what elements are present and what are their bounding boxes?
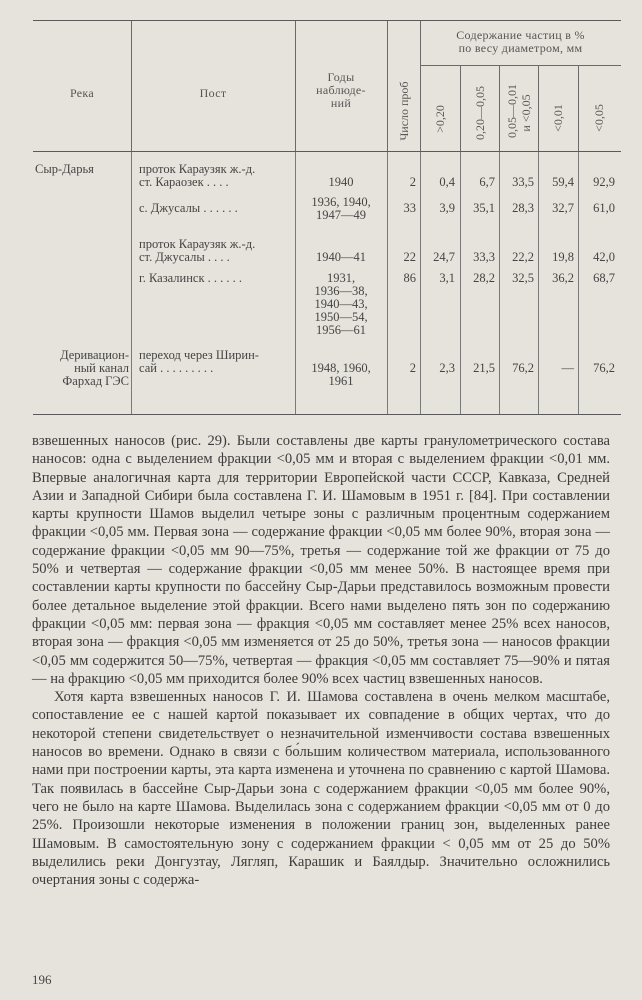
value-cell: 28,2 xyxy=(473,271,495,285)
table-header xyxy=(33,21,621,151)
river-cell: Сыр-Дарья xyxy=(35,162,94,176)
value-cell: 0,4 xyxy=(439,175,455,189)
post-cell: с. Джусалы . . . . . . xyxy=(139,201,238,215)
value-cell: 59,4 xyxy=(552,175,574,189)
header-fraction-lt001: <0,01 xyxy=(551,104,565,132)
header-samples: Число проб xyxy=(397,81,411,141)
value-cell: 22,2 xyxy=(512,250,534,264)
samples-cell: 22 xyxy=(403,250,416,264)
page-number: 196 xyxy=(32,972,52,987)
value-cell: 19,8 xyxy=(552,250,574,264)
header-fraction-005-001: 0,05—0,01 xyxy=(505,84,519,138)
years-cell: 1948, 1960, 1961 xyxy=(311,361,371,388)
body-text xyxy=(32,432,610,889)
header-years: Годы наблюде- ний xyxy=(316,70,366,110)
post-cell: переход через Ширин- сай . . . . . . . . . xyxy=(139,348,259,375)
value-cell: 76,2 xyxy=(512,361,534,375)
value-cell: 76,2 xyxy=(593,361,615,375)
years-cell: 1940—41 xyxy=(316,250,366,264)
value-cell: 33,3 xyxy=(473,250,495,264)
header-fraction-020-005: 0,20—0,05 xyxy=(473,86,487,140)
value-cell: 3,9 xyxy=(439,201,455,215)
table-body xyxy=(33,152,621,414)
years-cell: 1931, 1936—38, 1940—43, 1950—54, 1956—61 xyxy=(314,271,368,337)
paragraph: Хотя карта взвешенных наносов Г. И. Шамова составлена в очень мелком масштабе, сопоставление ее с нашей картой показывает их совпадение в общих чертах, что до некоторой степени свидетельствует о незначительной изменчивости состава взвешенных наносов во времени. Однако в связи с бо́льшим количеством материала, использованного нами при построении карты, эта карта изменена и уточнена по сравнению с картой Шамова. Так появилась в бассейне Сыр-Дарьи зона с содержанием фракции <0,05 мм более 90%, чего не было на карте Шамова. Выделилась зона с содержанием фракции <0,05 мм от 0 до 25%. Произошли некоторые изменения в положении границ зон, выделенных ранее Шамовым. В самостоятельную зону с содержанием фракции < 0,05 мм от 25 до 50% выделились реки Донгузтау, Лягляп, Карашик и Баялдыр. Значительно осложнились очертания зоны с содержа- xyxy=(32,689,610,889)
value-cell: 28,3 xyxy=(512,201,534,215)
samples-cell: 2 xyxy=(409,175,416,189)
years-cell: 1936, 1940, 1947—49 xyxy=(311,195,371,222)
samples-cell: 86 xyxy=(403,271,416,285)
header-river: Река xyxy=(69,86,95,100)
samples-cell: 33 xyxy=(403,201,416,215)
value-cell: 6,7 xyxy=(479,175,495,189)
header-fraction-gt020: >0,20 xyxy=(433,105,447,133)
value-cell: 2,3 xyxy=(439,361,455,375)
value-cell: 3,1 xyxy=(439,271,455,285)
value-cell: 32,7 xyxy=(552,201,574,215)
table-bottom-rule xyxy=(33,414,621,415)
value-cell: 92,9 xyxy=(593,175,615,189)
post-cell: проток Караузяк ж.-д. ст. Джусалы . . . . xyxy=(139,237,256,264)
years-cell: 1940 xyxy=(328,175,354,189)
paragraph: взвешенных наносов (рис. 29). Были составлены две карты гранулометрического состава наносов: одна с выделением фракции <0,05 мм и вторая с выделением фракции <0,01 мм. Впервые аналогичная карта для территории Европейской части СССР, Кавказа, Средней Азии и Западной Сибири была составлена Г. И. Шамовым в 1951 г. [84]. При составлении карты крупности Шамов выделил четыре зоны с различным процентным содержанием фракции <0,05 мм. Первая зона — содержание фракции <0,05 мм более 90%, вторая зона — содержание фракции <0,05 мм 90—75%, третья — содержание той же фракции от 75 до 50% и четвертая — содержание фракции <0,05 мм менее 50%. В настоящее время при составлении карты крупности по бассейну Сыр-Дарьи представилось возможным провести более детальное выделение этой фракции. Всего нами выделено пять зон по содержанию фракции <0,05 мм: первая зона — фракция <0,05 мм составляет менее 25% всех наносов, вторая зона — фракция <0,05 мм изменяется от 25 до 50%, третья зона — наносов фракции <0,05 мм содержится 50—75%, четвертая — фракция <0,05 мм составляет 75—90% и пятая — на фракцию <0,05 мм приходится более 90% всех частиц взвешенных наносов. xyxy=(32,433,610,687)
post-cell: г. Казалинск . . . . . . xyxy=(139,271,243,285)
value-cell: 33,5 xyxy=(512,175,534,189)
value-cell: 24,7 xyxy=(433,250,455,264)
value-cell: 42,0 xyxy=(593,250,615,264)
samples-cell: 2 xyxy=(409,361,416,375)
header-fraction-lt005: <0,05 xyxy=(592,104,606,132)
value-cell: 36,2 xyxy=(552,271,574,285)
header-fraction-and-lt005: и <0,05 xyxy=(519,94,533,132)
river-cell: Деривацион- ный канал Фархад ГЭС xyxy=(60,348,129,388)
value-cell: 68,7 xyxy=(593,271,615,285)
post-cell: проток Караузяк ж.-д. ст. Караозек . . . . xyxy=(139,162,256,189)
value-cell: — xyxy=(561,361,574,375)
value-cell: 35,1 xyxy=(473,201,495,215)
value-cell: 32,5 xyxy=(512,271,534,285)
header-content: Содержание частиц в % по весу диаметром, мм xyxy=(456,28,585,55)
value-cell: 61,0 xyxy=(593,201,615,215)
sediment-table xyxy=(33,20,621,415)
value-cell: 21,5 xyxy=(473,361,495,375)
header-post: Пост xyxy=(199,86,227,100)
